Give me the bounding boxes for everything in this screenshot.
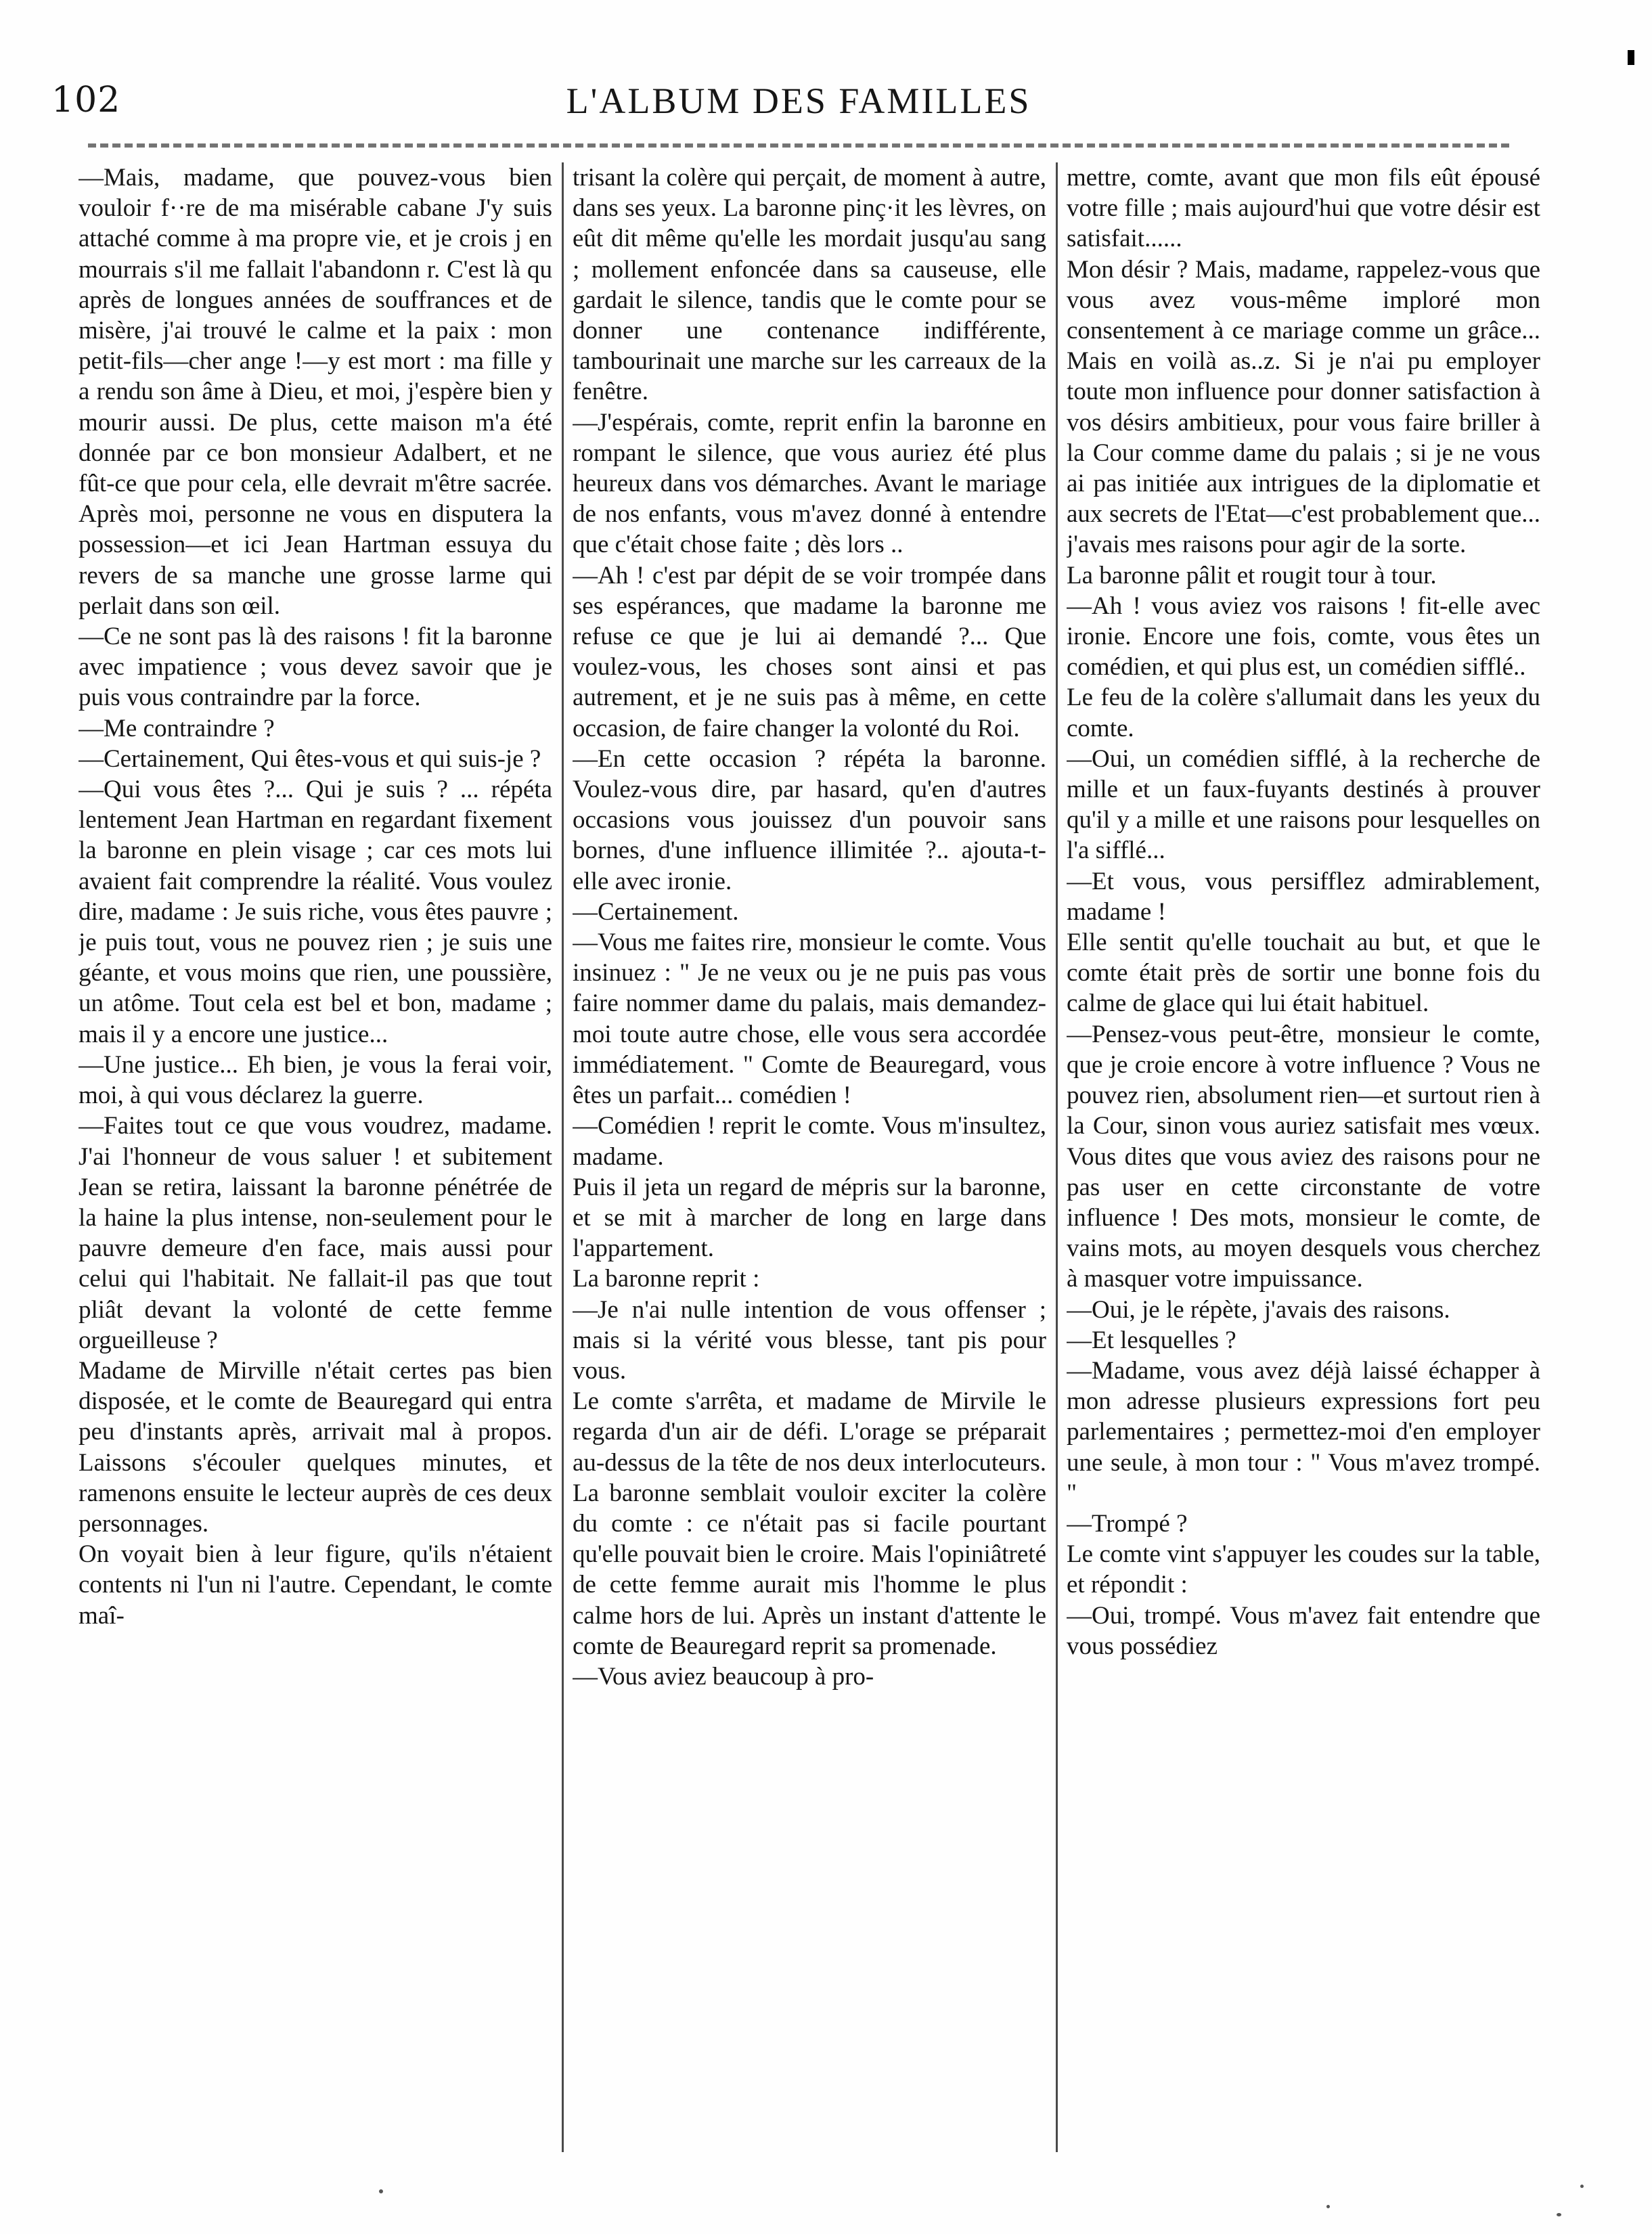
paragraph: —Qui vous êtes ?... Qui je suis ? ... répéta lentement Jean Hartman en regardant fixement la baronne en plein visage ; car ces mots lui avaient fait comprendre la réalité. Vous voulez dire, madame : Je suis riche, vous êtes pauvre ; je puis tout, vous ne pouvez rien ; je suis une géante, et vous moins que rien, une poussière, un atôme. Tout cela est bel et bon, madame ; mais il y a encore une justice... bbox=[79, 776, 552, 1048]
paragraph: Le comte vint s'appuyer les coudes sur la table, et répondit : bbox=[1067, 1540, 1540, 1599]
paragraph: —Trompé ? bbox=[1067, 1509, 1188, 1538]
page-number: 102 bbox=[51, 80, 121, 120]
paragraph: La baronne pâlit et rougit tour à tour. bbox=[1067, 561, 1437, 589]
paragraph: —Vous aviez beaucoup à pro- bbox=[573, 1662, 874, 1691]
paragraph: —Ce ne sont pas là des raisons ! fit la baronne avec impatience ; vous devez savoir que je puis vous contraindre par la force. bbox=[79, 623, 552, 712]
paragraph: Le comte s'arrêta, et madame de Mirvile le regarda d'un air de défi. L'orage se préparait au-dessus de la tête de nos deux interlocuteurs. La baronne semblait vouloir exciter la colère du comte : ce n'était pas si facile pourtant qu'elle pouvait bien le croire. Mais l'opiniâtreté de cette femme aurait mis l'homme le plus calme hors de lui. Après un instant d'attente le comte de Beauregard reprit sa promenade. bbox=[573, 1387, 1046, 1660]
header-rule bbox=[88, 143, 1509, 148]
scan-speck bbox=[1580, 2185, 1584, 2188]
scan-speck bbox=[1326, 2205, 1330, 2208]
paragraph: —Ah ! c'est par dépit de se voir trompée dans ses espérances, que madame la baronne me refuse ce que je lui ai demandé ?... Que voulez-vous, les choses sont ainsi et pas autrement, et je ne suis pas à même, en cette occasion, de faire changer la volonté du Roi. bbox=[573, 561, 1046, 742]
paragraph: —Me contraindre ? bbox=[79, 714, 275, 742]
paragraph: —Oui, un comédien sifflé, à la recherche de mille et un faux-fuyants destinés à prouver qu'il y a mille et une raisons pour lesquelles on l'a sifflé... bbox=[1067, 744, 1540, 865]
column-divider bbox=[562, 162, 564, 2152]
paragraph: —En cette occasion ? répéta la baronne. Voulez-vous dire, par hasard, qu'en d'autres occasions vous jouissez d'un pouvoir sans bornes, d'une influence illimitée ?.. ajouta-t-elle avec ironie. bbox=[573, 744, 1046, 895]
paragraph: —J'espérais, comte, reprit enfin la baronne en rompant le silence, que vous auriez été plus heureux dans vos démarches. Avant le mariage de nos enfants, vous m'avez donné à entendre que c'était chose faite ; dès lors .. bbox=[573, 408, 1046, 559]
paragraph: —Comédien ! reprit le comte. Vous m'insultez, madame. bbox=[573, 1112, 1046, 1171]
paragraph: —Et lesquelles ? bbox=[1067, 1326, 1236, 1354]
paragraph: —Et vous, vous persifflez admirablement, madame ! bbox=[1067, 867, 1540, 926]
running-title: L'ALBUM DES FAMILLES bbox=[566, 81, 1031, 121]
paragraph: —Madame, vous avez déjà laissé échapper à mon adresse plusieurs expressions fort peu parlementaires ; permettez-moi d'en employer une seule, à mon tour : " Vous m'avez trompé. " bbox=[1067, 1356, 1540, 1507]
paragraph: Puis il jeta un regard de mépris sur la baronne, et se mit à marcher de long en large dans l'appartement. bbox=[573, 1173, 1046, 1263]
paragraph: —Pensez-vous peut-être, monsieur le comte, que je croie encore à votre influence ? Vous ne pouvez rien, absolument rien—et surtout rien à la Cour, sinon vous auriez satisfait mes vœux. Vous dites que vous aviez des raisons pour ne pas user en cette circonstante de votre influence ! Des mots, monsieur le comte, de vains mots, au moyen desquels vous cherchez à masquer votre impuissance. bbox=[1067, 1020, 1540, 1293]
paragraph: —Faites tout ce que vous voudrez, madame. J'ai l'honneur de vous saluer ! et subitement Jean se retira, laissant la baronne pénétrée de la haine la plus intense, non-seulement pour le pauvre demeure d'en face, mais aussi pour celui qui l'habitait. Ne fallait-il pas que tout pliât devant la volonté de cette femme orgueilleuse ? bbox=[79, 1112, 552, 1354]
paragraph: Le feu de la colère s'allumait dans les yeux du comte. bbox=[1067, 684, 1540, 742]
page-header bbox=[47, 80, 1550, 134]
column-1 bbox=[79, 162, 552, 2159]
column-divider bbox=[1056, 162, 1058, 2152]
text-columns bbox=[53, 162, 1552, 2166]
paragraph: Elle sentit qu'elle touchait au but, et que le comte était près de sortir une bonne fois du calme de glace qui lui était habituel. bbox=[1067, 929, 1540, 1018]
paragraph: —Oui, je le répète, j'avais des raisons. bbox=[1067, 1295, 1450, 1324]
paragraph: —Une justice... Eh bien, je vous la ferai voir, moi, à qui vous déclarez la guerre. bbox=[79, 1050, 552, 1110]
paragraph: —Mais, madame, que pouvez-vous bien vouloir f··re de ma misérable cabane J'y suis attaché comme à ma propre vie, et je crois j en mourrais s'il me fallait l'abandonn r. C'est là qu après de longues années de souffrances et de misère, j'ai trouvé le calme et la paix : mon petit-fils—cher ange !—y est mort : ma fille y a rendu son âme à Dieu, et moi, j'espère bien y mourir aussi. De plus, cette maison m'a été donnée par ce bon monsieur Adalbert, et ne fût-ce que pour cela, elle devrait m'être sacrée. Après moi, personne ne vous en disputera la possession—et ici Jean Hartman essuya du revers de sa manche une grosse larme qui perlait dans son œil. bbox=[79, 164, 552, 620]
paragraph: Mon désir ? Mais, madame, rappelez-vous que vous avez vous-même imploré mon consentement à ce mariage comme un grâce... Mais en voilà as..z. Si je n'ai pu employer toute mon influence pour donner satisfaction à vos désirs ambitieux, pour vous faire briller à la Cour comme dame du palais ; si je ne vous ai pas initiée aux intrigues de la diplomatie et aux secrets de l'Etat—c'est probablement que... j'avais mes raisons pour agir de la sorte. bbox=[1067, 255, 1540, 559]
column-3 bbox=[1067, 162, 1540, 2159]
scan-speck bbox=[1557, 2213, 1561, 2216]
scan-edge-mark bbox=[1628, 50, 1634, 65]
scan-speck bbox=[379, 2189, 383, 2193]
paragraph: —Je n'ai nulle intention de vous offenser ; mais si la vérité vous blesse, tant pis pour vous. bbox=[573, 1295, 1046, 1385]
paragraph: —Certainement. bbox=[573, 897, 739, 926]
paragraph: trisant la colère qui perçait, de moment à autre, dans ses yeux. La baronne pinç·it les lèvres, on eût dit même qu'elle les mordait jusqu'au sang ; mollement enfoncée dans sa causeuse, elle gardait le silence, tandis que le comte pour se donner une contenance indifférente, tambourinait une marche sur les carreaux de la fenêtre. bbox=[573, 164, 1046, 406]
paragraph: —Ah ! vous aviez vos raisons ! fit-elle avec ironie. Encore une fois, comte, vous êtes un comédien, et qui plus est, un comédien sifflé.. bbox=[1067, 591, 1540, 682]
paragraph: mettre, comte, avant que mon fils eût épousé votre fille ; mais aujourd'hui que votre désir est satisfait...... bbox=[1067, 164, 1540, 253]
paragraph: Madame de Mirville n'était certes pas bien disposée, et le comte de Beauregard qui entra peu d'instants après, arrivait mal à propos. Laissons s'écouler quelques minutes, et ramenons ensuite le lecteur auprès de ces deux personnages. bbox=[79, 1356, 552, 1538]
paragraph: La baronne reprit : bbox=[573, 1265, 760, 1293]
column-2 bbox=[573, 162, 1046, 2159]
paragraph: —Certainement, Qui êtes-vous et qui suis-je ? bbox=[79, 744, 541, 773]
paragraph: —Oui, trompé. Vous m'avez fait entendre que vous possédiez bbox=[1067, 1601, 1540, 1660]
paragraph: On voyait bien à leur figure, qu'ils n'étaient contents ni l'un ni l'autre. Cependant, le comte maî- bbox=[79, 1540, 552, 1630]
paragraph: —Vous me faites rire, monsieur le comte. Vous insinuez : " Je ne veux ou je ne puis pas vous faire nommer dame du palais, mais demandez-moi toute autre chose, elle vous sera accordée immédiatement. " Comte de Beauregard, vous êtes un parfait... comédien ! bbox=[573, 929, 1046, 1110]
